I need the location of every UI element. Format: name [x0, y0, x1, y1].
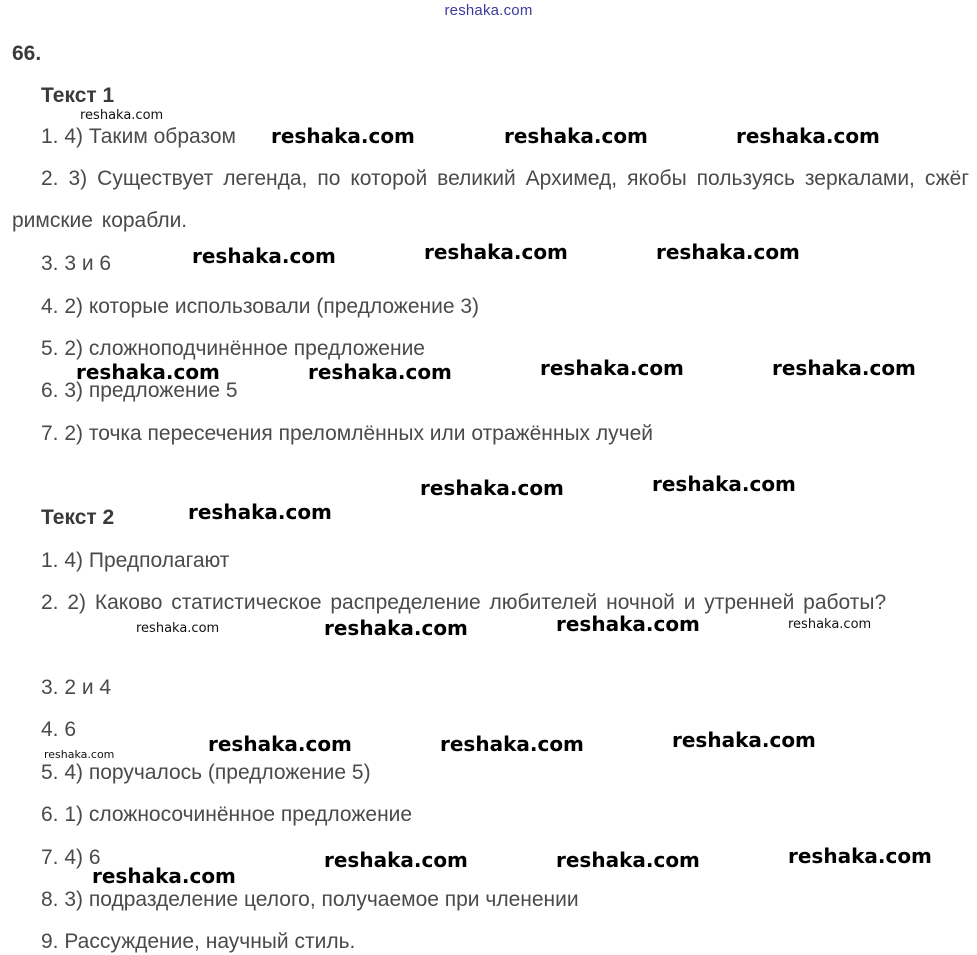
- watermark-text: reshaka.com: [192, 244, 336, 268]
- watermark-text: reshaka.com: [652, 472, 796, 496]
- watermark-text: reshaka.com: [324, 616, 468, 640]
- watermark-text: reshaka.com: [424, 240, 568, 264]
- watermark-text: reshaka.com: [208, 732, 352, 756]
- site-header-link[interactable]: reshaka.com: [444, 2, 533, 19]
- watermark-text: reshaka.com: [92, 864, 236, 888]
- watermark-text: reshaka.com: [656, 240, 800, 264]
- watermark-text: reshaka.com: [788, 617, 872, 632]
- watermark-text: reshaka.com: [788, 844, 932, 868]
- text1-answer-5: 5. 2) сложноподчинённое предложение: [41, 337, 425, 360]
- watermark-text: reshaka.com: [324, 848, 468, 872]
- watermark-text: reshaka.com: [136, 621, 220, 636]
- watermark-text: reshaka.com: [504, 124, 648, 148]
- task-number: 66.: [12, 42, 42, 65]
- text1-answer-3: 3. 3 и 6: [41, 252, 112, 275]
- watermark-text: reshaka.com: [556, 612, 700, 636]
- text2-answer-9: 9. Рассуждение, научный стиль.: [41, 930, 356, 953]
- watermark-text: reshaka.com: [44, 748, 115, 761]
- watermark-text: reshaka.com: [271, 124, 415, 148]
- text2-answer-3: 3. 2 и 4: [41, 676, 112, 699]
- watermark-text: reshaka.com: [540, 356, 684, 380]
- section-title-text-2: Текст 2: [41, 506, 115, 529]
- text1-answer-4: 4. 2) которые использовали (предложение 3): [41, 295, 480, 318]
- text2-answer-6: 6. 1) сложносочинённое предложение: [41, 803, 413, 826]
- watermark-text: reshaka.com: [772, 356, 916, 380]
- text2-answer-1: 1. 4) Предполагают: [41, 549, 230, 572]
- text1-answer-6: 6. 3) предложение 5: [41, 379, 238, 402]
- watermark-text: reshaka.com: [672, 728, 816, 752]
- watermark-text: reshaka.com: [76, 360, 220, 384]
- text1-answer-1: 1. 4) Таким образом: [41, 125, 236, 148]
- text1-answer-2: 2. 3) Существует легенда, по которой великий Архимед, якобы пользуясь зеркалами, сжёг римские корабли.: [12, 167, 969, 232]
- text2-answer-7: 7. 4) 6: [41, 846, 101, 869]
- text2-answer-5: 5. 4) поручалось (предложение 5): [41, 761, 371, 784]
- watermark-text: reshaka.com: [556, 848, 700, 872]
- watermark-text: reshaka.com: [308, 360, 452, 384]
- watermark-text: reshaka.com: [440, 732, 584, 756]
- watermark-text: reshaka.com: [188, 500, 332, 524]
- watermark-text: reshaka.com: [420, 476, 564, 500]
- text1-answer-7: 7. 2) точка пересечения преломлённых или отражённых лучей: [41, 422, 653, 445]
- text2-answer-4: 4. 6: [41, 718, 77, 741]
- watermark-text: reshaka.com: [736, 124, 880, 148]
- section-title-text-1: Текст 1: [41, 84, 115, 107]
- watermark-text: reshaka.com: [80, 108, 164, 123]
- text2-answer-2: 2. 2) Каково статистическое распределение любителей ночной и утренней работы?: [41, 591, 887, 614]
- text2-answer-8: 8. 3) подразделение целого, получаемое при членении: [41, 888, 579, 911]
